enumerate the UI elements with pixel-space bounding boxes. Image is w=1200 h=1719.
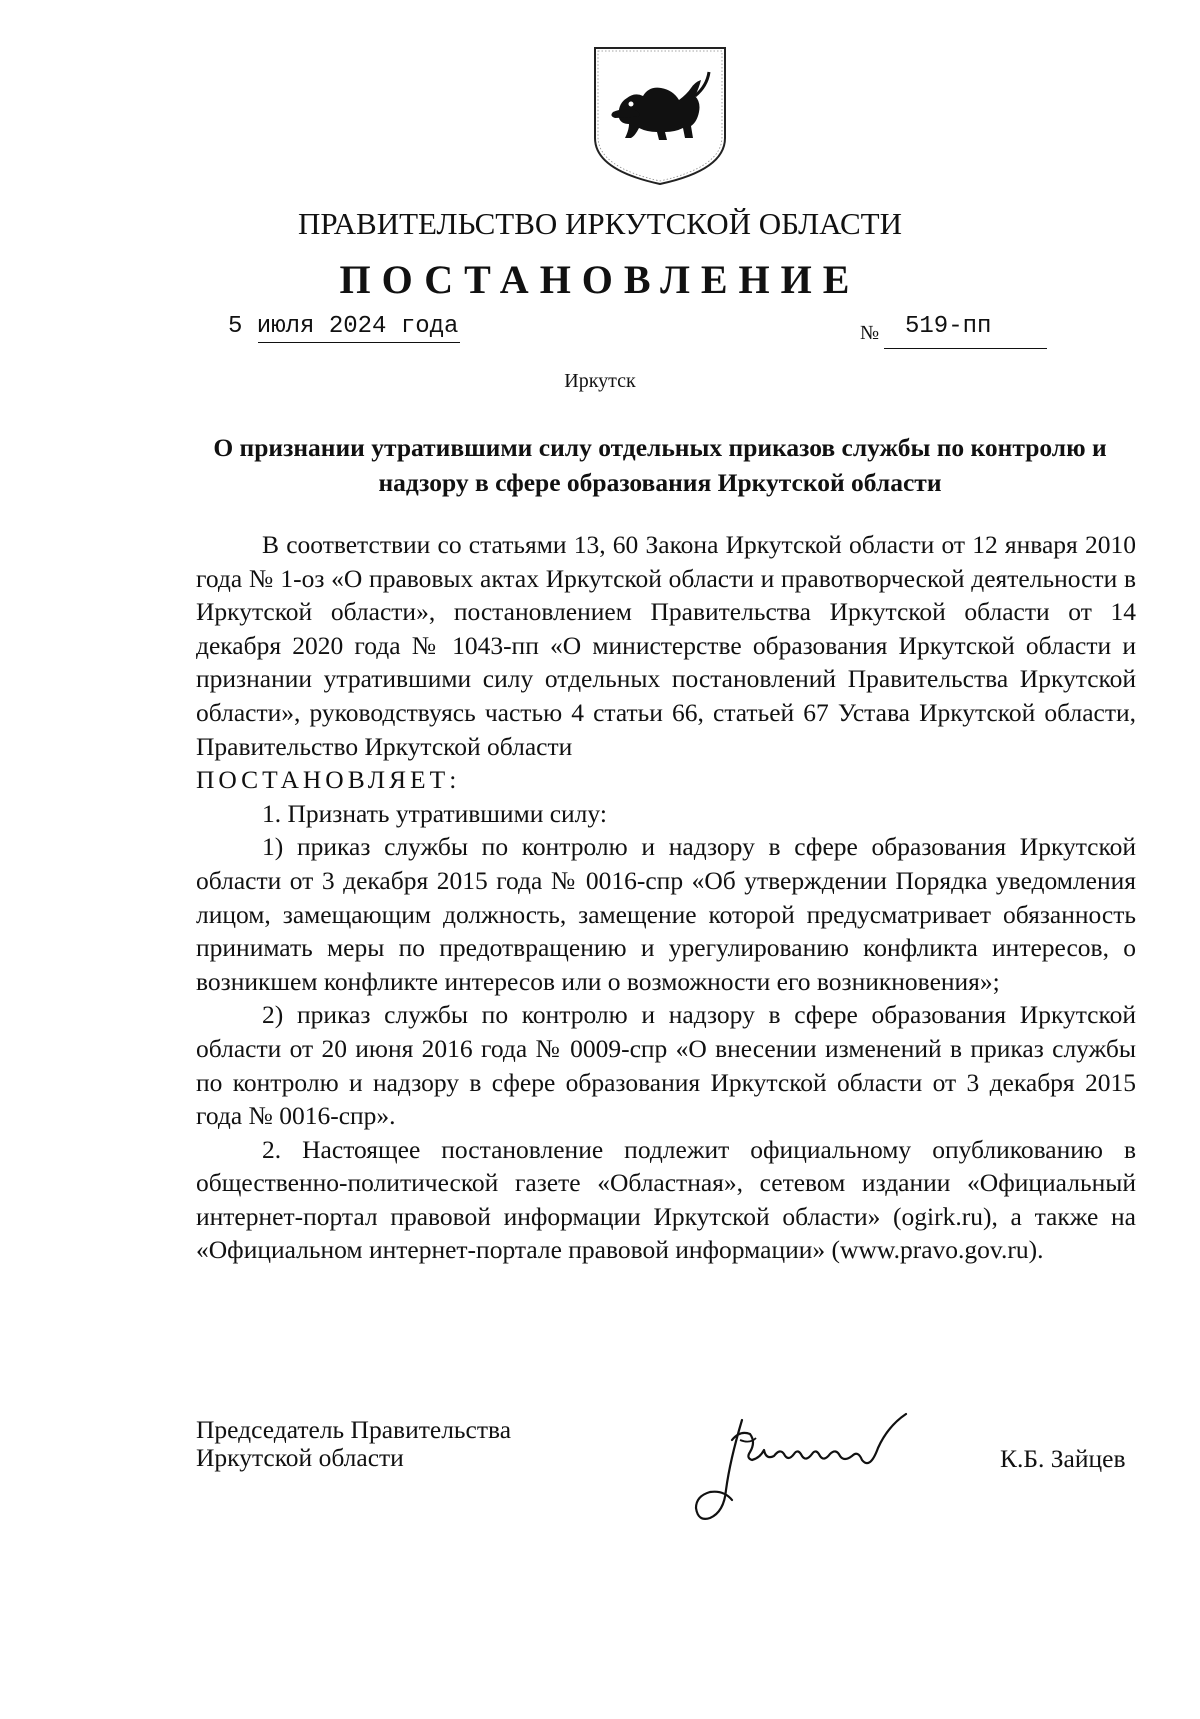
document-body — [196, 528, 1136, 1267]
signatory-name: К.Б. Зайцев — [1000, 1444, 1126, 1473]
document-title: О признании утратившими силу отдельных приказов службы по контролю и надзору в сфере образования Иркутской области — [213, 433, 1107, 497]
item-2: 2. Настоящее постановление подлежит официальному опубликованию в общественно-политической газете «Областная», сетевом издании «Официальный интернет-портал правовой информации Иркутской области» (ogirk.ru), а также на «Официальном интернет-портале правовой информации» (www.pravo.gov.ru). — [196, 1134, 1136, 1265]
date-underline — [258, 342, 460, 343]
coat-of-arms-icon — [591, 46, 729, 186]
document-number: 519-пп — [905, 313, 992, 340]
document-date: 5 июля 2024 года — [228, 313, 459, 340]
decree-word: ПОСТАНОВЛЯЕТ: — [196, 765, 461, 795]
handwritten-signature-icon — [680, 1400, 940, 1530]
preamble-paragraph: В соответствии со статьями 13, 60 Закона Иркутской области от 12 января 2010 года № 1-оз «О правовых актах Иркутской области и правотворческой деятельности в Иркутской области», постановлением Правительства Иркутской области от 14 декабря 2020 года № 1043-пп «О министерстве образования Иркутской области и признании утратившими силу отдельных постановлений Правительства Иркутской области», руководствуясь частью 4 статьи 66, статьей 67 Устава Иркутской области, Правительство Иркутской области — [196, 530, 1136, 761]
item-1-sub-1: 1) приказ службы по контролю и надзору в сфере образования Иркутской области от 3 декабря 2015 года № 0016-спр «Об утверждении Порядка уведомления лицом, замещающим должность, замещение которой предусматривает обязанность принимать меры по предотвращению и урегулированию конфликта интересов, о возникшем конфликте интересов или о возможности его возникновения»; — [196, 832, 1136, 996]
number-underline — [884, 348, 1047, 349]
document-type: ПОСТАНОВЛЕНИЕ — [339, 257, 861, 302]
signatory-role-line-1: Председатель Правительства — [196, 1415, 512, 1444]
signatory-role — [196, 1416, 511, 1472]
government-name: ПРАВИТЕЛЬСТВО ИРКУТСКОЙ ОБЛАСТИ — [297, 206, 902, 241]
number-sign: № — [860, 322, 880, 344]
item-1-sub-2: 2) приказ службы по контролю и надзору в сфере образования Иркутской области от 20 июня 2016 года № 0009-спр «О внесении изменений в приказ службы по контролю и надзору в сфере образования Иркутской области от 3 декабря 2015 года № 0016-спр». — [196, 1000, 1136, 1131]
signatory-role-line-2: Иркутской области — [196, 1443, 404, 1472]
document-city: Иркутск — [564, 370, 636, 392]
item-1: 1. Признать утратившими силу: — [262, 798, 607, 828]
